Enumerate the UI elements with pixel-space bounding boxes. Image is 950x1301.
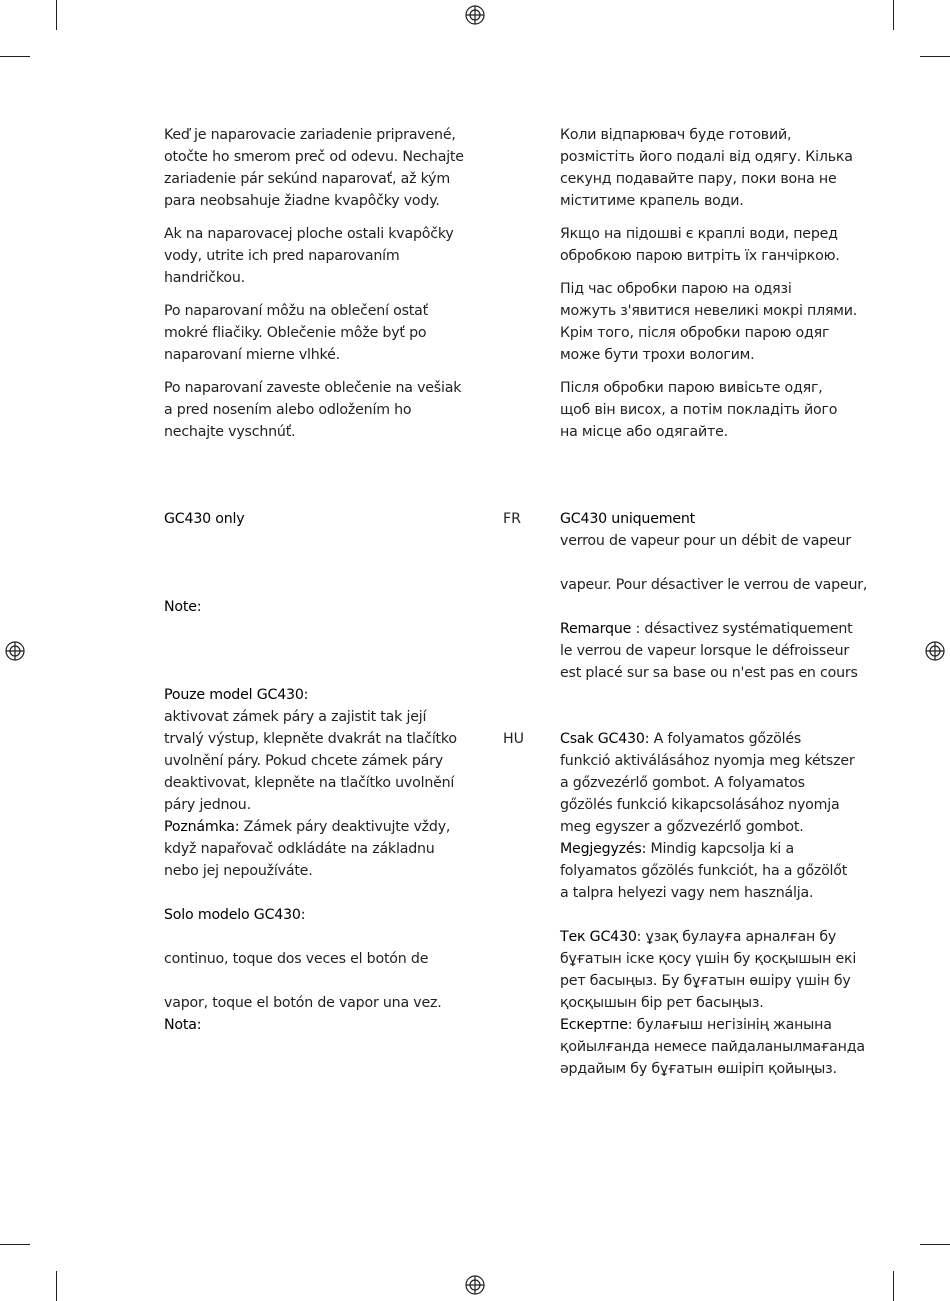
paragraph: Keď je naparovacie zariadenie pripravené, otočte ho smerom preč od odevu. Nechajte zariadenie pár sekúnd naparovať, až kým para neobsahuje žiadne kvapôčky vody. [164, 127, 464, 209]
crop-mark [920, 56, 950, 57]
crop-mark [920, 1244, 950, 1245]
note-line: Poznámka: Zámek páry deaktivujte vždy, [164, 819, 451, 835]
paragraph: Po naparovaní zaveste oblečenie na vešiak a pred nosením alebo odložením ho nechajte vyschnúť. [164, 380, 462, 440]
section-heading: GC430 only [164, 511, 245, 527]
crop-mark [56, 1271, 57, 1301]
crop-mark [893, 1271, 894, 1301]
es-section: Solo modelo GC430: continuo, toque dos veces el botón de vapor, toque el botón de vapor una vez. Nota: [164, 904, 464, 1036]
heading-line: Тек GC430: ұзақ булауға арналған бу [560, 929, 837, 945]
en-note [164, 596, 464, 618]
section-heading: GC430 uniquement [560, 511, 696, 527]
note-label: Nota: [164, 1017, 202, 1033]
section-heading: Pouze model GC430: [164, 687, 309, 703]
crop-mark [56, 0, 57, 30]
section-heading: Solo modelo GC430: [164, 907, 306, 923]
note-label: Remarque [560, 621, 632, 637]
paragraph: Під час обробки парою на одязі можуть з'явитися невеликі мокрі плями. Крім того, після обробки парою одяг може бути трохи вологим. [560, 281, 858, 363]
heading-line: Csak GC430: A folyamatos gőzölés [560, 731, 802, 747]
note-line: Megjegyzés: Mindig kapcsolja ki a [560, 841, 794, 857]
section-heading: Csak GC430: [560, 731, 650, 747]
hu-section: Csak GC430: A folyamatos gőzölés funkció aktiválásához nyomja meg kétszer a gőzvezérlő gombot. A folyamatos gőzölés funkció kikapcsolásához nyomja meg egyszer a gőzvezérlő gombot. Megjegyzés: Mindig kapcsolja ki a folyamatos gőzölés funkciót, ha a gőzölőt a talpra helyezi vagy nem használja. [560, 728, 860, 904]
note-label: Poznámka: [164, 819, 240, 835]
registration-mark-icon [4, 640, 26, 662]
note-line: Remarque : désactivez systématiquement [560, 621, 853, 637]
registration-mark-icon [464, 4, 486, 26]
crop-mark [0, 1244, 30, 1245]
ukrainian-steaming-text [560, 124, 860, 454]
registration-mark-icon [924, 640, 946, 662]
en-section [164, 508, 464, 530]
slovak-steaming-text [164, 124, 464, 454]
note-label: Ескертпе [560, 1017, 628, 1033]
note-label: Megjegyzés: [560, 841, 647, 857]
note-label: Note: [164, 599, 202, 615]
registration-mark-icon [464, 1274, 486, 1296]
kk-section: Тек GC430: ұзақ булауға арналған бу бұғатын іске қосу үшін бу қосқышын екі рет басыңыз. Бу бұғатын өшіру үшін бу қосқышын бір рет басыңыз. Ескертпе: булағыш негізінің жанына қойылғанда немесе пайдаланылмағанда әрдайым бу бұғатын өшіріп қойыңыз. [560, 926, 860, 1080]
cs-section: Pouze model GC430: aktivovat zámek páry a zajistit tak její trvalý výstup, klepněte dvakrát na tlačítko uvolnění páry. Pokud chcete zámek páry deaktivovat, klepněte na tlačítko uvolnění páry jednou. Poznámka: Zámek páry deaktivujte vždy, když napařovač odkládáte na základnu nebo jej nepoužíváte. [164, 684, 464, 882]
paragraph: Після обробки парою вивісьте одяг, щоб він висох, а потім покладіть його на місце або одягайте. [560, 380, 838, 440]
fr-section: GC430 uniquement verrou de vapeur pour un débit de vapeur vapeur. Pour désactiver le verrou de vapeur, Remarque : désactivez systématiquement le verrou de vapeur lorsque le défroisseur est placé sur sa base ou n'est pas en cours [560, 508, 860, 684]
paragraph: Якщо на підошві є краплі води, перед обробкою парою витріть їх ганчіркою. [560, 226, 840, 264]
note-line: Ескертпе: булағыш негізінің жанына [560, 1017, 832, 1033]
lang-code-hu: HU [503, 731, 525, 747]
paragraph: Коли відпарювач буде готовий, розмістіть його подалі від одягу. Кілька секунд подавайте пару, поки вона не міститиме крапель води. [560, 127, 853, 209]
crop-mark [0, 56, 30, 57]
paragraph: Ak na naparovacej ploche ostali kvapôčky vody, utrite ich pred naparovaním handričkou. [164, 226, 454, 286]
crop-mark [893, 0, 894, 30]
lang-code-fr: FR [503, 511, 522, 527]
section-heading: Тек GC430 [560, 929, 637, 945]
paragraph: Po naparovaní môžu na oblečení ostať mokré fliačiky. Oblečenie môže byť po naparovaní mierne vlhké. [164, 303, 429, 363]
